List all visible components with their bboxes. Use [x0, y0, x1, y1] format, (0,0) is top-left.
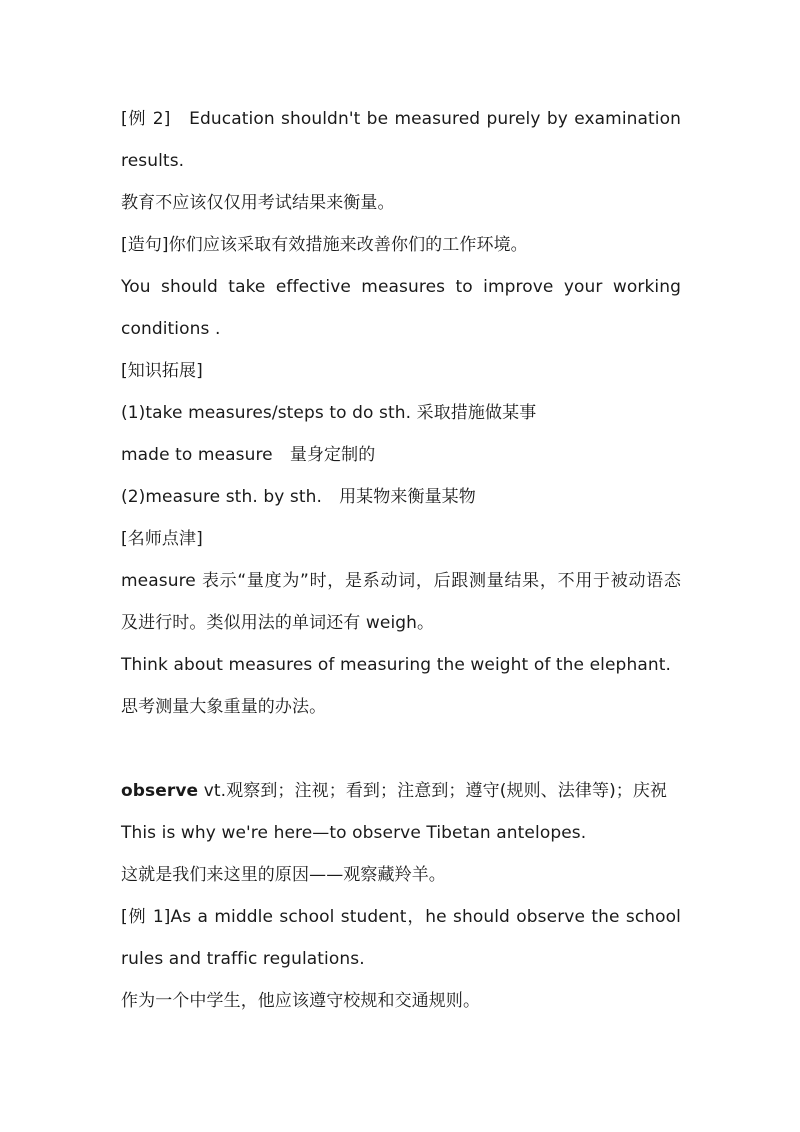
observe-sentence: This is why we're here—to observe Tibetan antelopes. — [121, 823, 587, 843]
teacher-tip-text: measure 表示“量度为”时，是系动词，后跟测量结果，不用于被动语态 — [121, 571, 681, 591]
observe-example-1-cont: rules and traffic regulations. — [121, 949, 365, 969]
extension-item-2: (2)measure sth. by sth. 用某物来衡量某物 — [121, 487, 476, 507]
extension-item-1: (1)take measures/steps to do sth. 采取措施做某事 — [121, 403, 537, 423]
teacher-tip-text-cont: 及进行时。类似用法的单词还有 weigh。 — [121, 613, 435, 633]
headword-observe: observe — [121, 781, 199, 801]
observe-example-1: [例 1]As a middle school student，he should observe the school — [121, 907, 681, 927]
example-2-sentence-cont: results. — [121, 151, 185, 171]
observe-sentence-translation: 这就是我们来这里的原因——观察藏羚羊。 — [121, 865, 446, 885]
measure-example-sentence: Think about measures of measuring the weight of the elephant. — [121, 655, 671, 675]
observe-example-1-translation: 作为一个中学生，他应该遵守校规和交通规则。 — [121, 991, 481, 1011]
sentence-making-answer: You should take effective measures to improve your working — [121, 277, 681, 297]
observe-entry — [121, 779, 681, 803]
example-2-sentence: [例 2] Education shouldn't be measured purely by examination — [121, 109, 681, 129]
teacher-tip-heading: [名师点津] — [121, 529, 203, 549]
sentence-making-answer-cont: conditions . — [121, 319, 221, 339]
sentence-making-prompt: [造句]你们应该采取有效措施来改善你们的工作环境。 — [121, 235, 528, 255]
knowledge-extension-heading: [知识拓展] — [121, 361, 203, 381]
example-2-translation: 教育不应该仅仅用考试结果来衡量。 — [121, 193, 395, 213]
observe-definition: vt.观察到；注视；看到；注意到；遵守(规则、法律等)；庆祝 — [198, 781, 668, 801]
measure-example-translation: 思考测量大象重量的办法。 — [121, 697, 327, 717]
extension-item-made-to-measure: made to measure 量身定制的 — [121, 445, 376, 465]
